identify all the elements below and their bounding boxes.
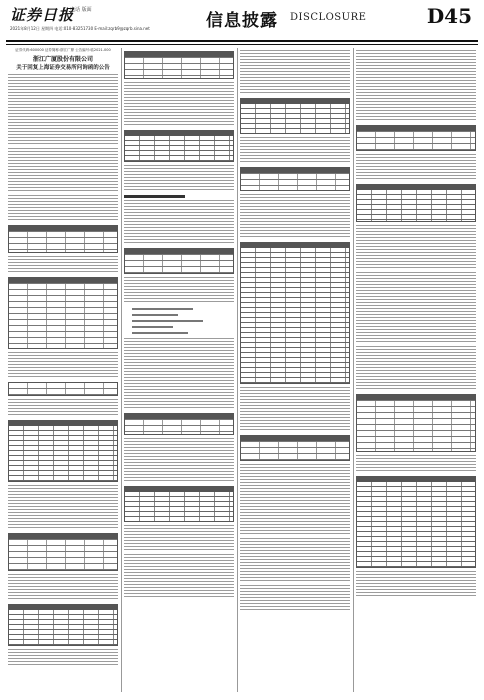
body-text <box>124 82 234 127</box>
body-text <box>356 50 476 122</box>
data-table <box>8 533 118 571</box>
data-table <box>8 277 118 349</box>
masthead <box>6 4 478 42</box>
body-text <box>8 485 118 530</box>
body-text <box>240 387 350 432</box>
section-title-english: DISCLOSURE <box>290 12 367 23</box>
page-number: D45 <box>426 4 472 28</box>
masthead-rule <box>6 40 478 42</box>
body-text <box>8 352 118 379</box>
body-text <box>8 399 118 417</box>
data-table <box>8 420 118 482</box>
body-text <box>356 225 476 270</box>
body-text <box>124 554 234 599</box>
column-4 <box>356 48 476 694</box>
formula-block <box>124 308 234 334</box>
data-table <box>124 51 234 79</box>
data-table <box>240 242 350 384</box>
data-table <box>8 225 118 253</box>
data-table <box>356 476 476 568</box>
column-3 <box>240 48 350 694</box>
data-table <box>240 435 350 461</box>
body-text <box>356 272 476 344</box>
subheading <box>124 195 185 198</box>
body-text <box>8 74 118 146</box>
notice-company: 浙江广厦股份有限公司 <box>32 56 93 63</box>
data-table <box>8 604 118 646</box>
section-title: 信息披露 <box>206 11 278 31</box>
body-text <box>124 277 234 304</box>
body-text <box>8 195 118 222</box>
masthead-rule-thin <box>6 44 478 45</box>
body-text <box>124 338 234 410</box>
column-1 <box>8 48 118 694</box>
column-divider <box>121 48 122 692</box>
data-table <box>356 184 476 222</box>
body-text <box>240 585 350 612</box>
dateline: 2021年8月12日 星期四 电话:010-83251730 E-mail:zqrb9@zqrb.sina.net <box>10 26 150 31</box>
body-text <box>8 148 118 193</box>
data-table <box>124 413 234 435</box>
body-text <box>124 200 234 245</box>
body-text <box>8 256 118 274</box>
notice-code-line: 证券代码:600000 证券简称:浙江广厦 公告编号:临2021-000 <box>15 48 111 52</box>
body-text <box>124 165 234 192</box>
column-divider <box>237 48 238 692</box>
body-text <box>8 574 118 601</box>
body-text <box>240 137 350 164</box>
data-table <box>124 248 234 274</box>
notice-title: 关于回复上海证券交易所问询函的公告 <box>16 65 110 71</box>
data-table <box>240 98 350 134</box>
column-2 <box>124 48 234 694</box>
body-text <box>240 538 350 583</box>
body-text <box>356 455 476 473</box>
data-table <box>124 130 234 162</box>
notice-header <box>8 48 118 71</box>
body-text <box>356 571 476 598</box>
body-text <box>8 649 118 667</box>
data-table <box>356 125 476 151</box>
data-table <box>124 486 234 522</box>
logo-subtitle: 电话 版面 <box>70 7 92 13</box>
body-text <box>124 525 234 552</box>
data-table <box>8 382 118 396</box>
body-text <box>240 50 350 95</box>
data-table <box>356 394 476 452</box>
body-text <box>240 194 350 239</box>
body-text <box>124 438 234 483</box>
column-divider <box>353 48 354 692</box>
body-text <box>356 346 476 391</box>
newspaper-logo: 证券日报 <box>10 6 75 24</box>
body-text <box>240 464 350 536</box>
data-table <box>240 167 350 191</box>
body-text <box>356 154 476 181</box>
